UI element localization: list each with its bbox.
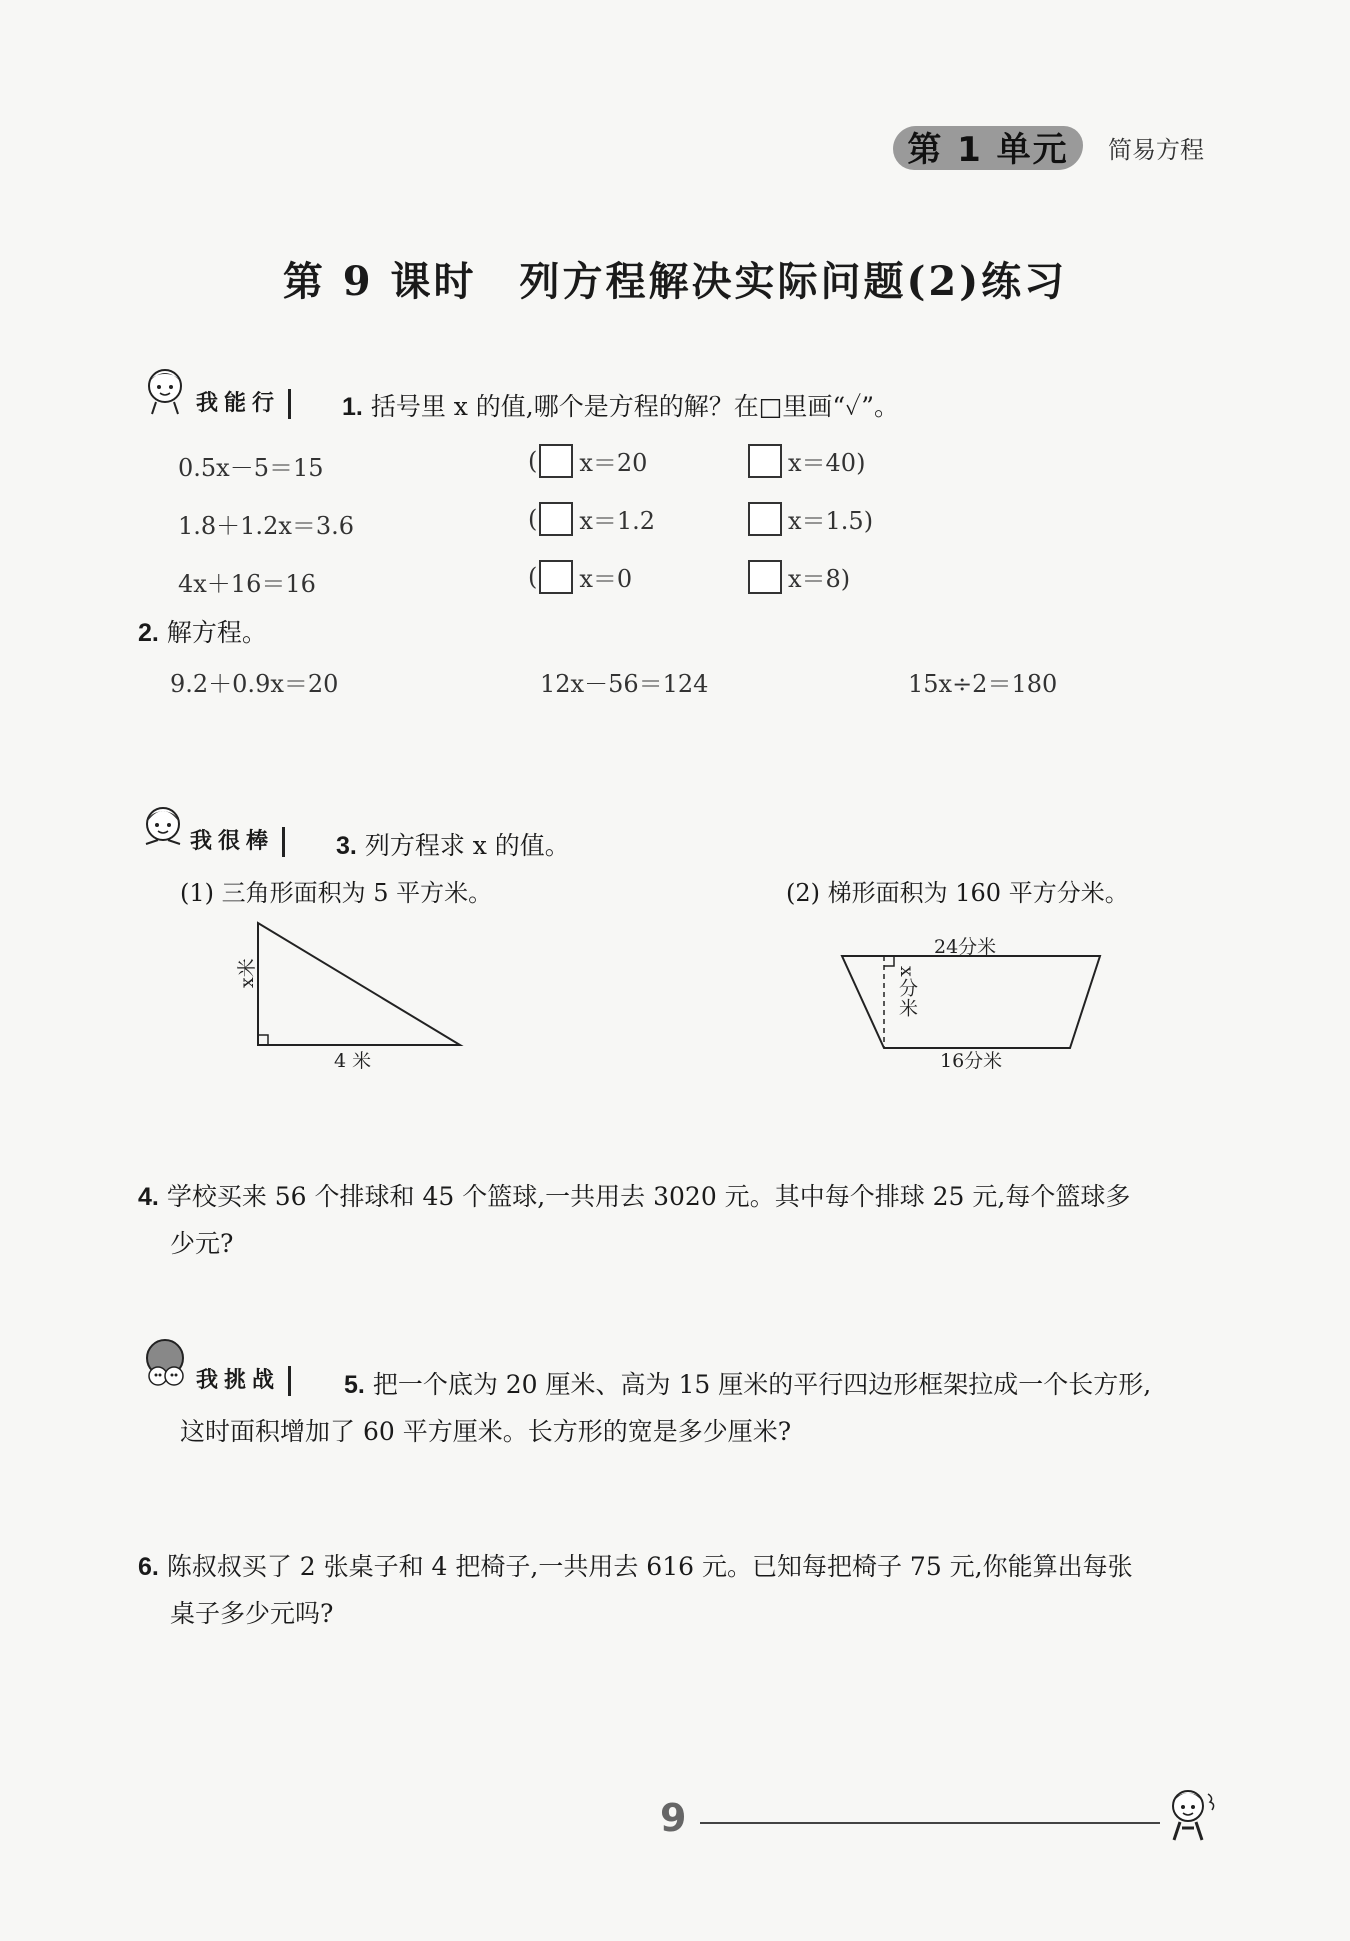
triangle-height-label: x米 xyxy=(236,958,258,988)
trapezoid-figure xyxy=(836,948,1106,1058)
section-badge-2: 我很棒 xyxy=(190,827,285,857)
q3-part-1: (1) 三角形面积为 5 平方米。 xyxy=(180,879,493,907)
answer-checkbox[interactable] xyxy=(748,444,782,478)
question-text: 括号里 x 的值,哪个是方程的解？在□里画“✓”。 xyxy=(370,392,900,421)
unit-subtitle: 简易方程 xyxy=(1108,136,1204,164)
question-number: 5. xyxy=(344,1371,365,1399)
question-2 xyxy=(138,616,267,650)
q1-option-group-1b xyxy=(746,443,865,478)
unit-badge-label: 第 1 单元 xyxy=(907,129,1069,170)
trapezoid-bottom-label: 16分米 xyxy=(940,1050,1003,1072)
section-badge-1: 我能行 xyxy=(196,389,291,419)
q1-option-group-3 xyxy=(528,559,632,594)
option-label: x＝8) xyxy=(788,565,851,593)
question-text: 把一个底为 20 厘米、高为 15 厘米的平行四边形框架拉成一个长方形, xyxy=(372,1370,1152,1399)
answer-checkbox[interactable] xyxy=(748,560,782,594)
option-label: x＝20 xyxy=(579,449,648,477)
question-number: 1. xyxy=(342,393,363,421)
open-paren: ( xyxy=(528,562,538,591)
footer-rule xyxy=(700,1822,1160,1824)
q1-equation-2: 1.8＋1.2x＝3.6 xyxy=(178,512,355,540)
question-6 xyxy=(138,1550,1228,1584)
question-number: 4. xyxy=(138,1183,159,1211)
question-3 xyxy=(336,829,570,863)
triangle-base-label: 4 米 xyxy=(334,1050,372,1072)
unit-badge xyxy=(893,122,1083,170)
q1-equation-1: 0.5x－5＝15 xyxy=(178,454,324,482)
question-5 xyxy=(344,1368,1224,1402)
trapezoid-height-label: x分米 xyxy=(896,966,918,1018)
cartoon-girl-icon xyxy=(136,800,190,854)
option-label: x＝0 xyxy=(579,565,633,593)
question-text: 陈叔叔买了 2 张桌子和 4 把椅子,一共用去 616 元。已知每把椅子 75 元,你能算出每张 xyxy=(166,1552,1133,1581)
question-text: 学校买来 56 个排球和 45 个篮球,一共用去 3020 元。其中每个排球 25 元,每个篮球多 xyxy=(166,1182,1131,1211)
question-text: 解方程。 xyxy=(166,618,267,647)
answer-checkbox[interactable] xyxy=(539,560,573,594)
q1-option-group-2b xyxy=(746,501,873,536)
open-paren: ( xyxy=(528,446,538,475)
question-6-line-2: 桌子多少元吗? xyxy=(170,1599,334,1628)
q2-equation-1: 9.2＋0.9x＝20 xyxy=(170,670,339,698)
cartoon-girl-icon xyxy=(138,362,192,416)
answer-checkbox[interactable] xyxy=(748,502,782,536)
page-number: 9 xyxy=(660,1796,687,1840)
option-label: x＝1.2 xyxy=(579,507,656,535)
q2-equation-2: 12x－56＝124 xyxy=(540,670,709,698)
section-badge-3: 我挑战 xyxy=(196,1366,291,1396)
question-4 xyxy=(138,1180,1228,1214)
question-number: 6. xyxy=(138,1553,159,1581)
q1-option-group-2 xyxy=(528,501,655,536)
q1-option-group-3b xyxy=(746,559,850,594)
question-5-line-2: 这时面积增加了 60 平方厘米。长方形的宽是多少厘米? xyxy=(180,1417,792,1446)
answer-checkbox[interactable] xyxy=(539,444,573,478)
trapezoid-top-label: 24分米 xyxy=(934,936,997,958)
q2-equation-3: 15x÷2＝180 xyxy=(908,670,1058,698)
question-text: 列方程求 x 的值。 xyxy=(364,831,570,860)
option-label: x＝40) xyxy=(788,449,866,477)
question-1 xyxy=(342,390,899,424)
cartoon-boy-icon xyxy=(1158,1784,1222,1850)
q1-equation-3: 4x＋16＝16 xyxy=(178,570,316,598)
answer-checkbox[interactable] xyxy=(539,502,573,536)
q1-option-group-1 xyxy=(528,443,647,478)
question-number: 2. xyxy=(138,619,159,647)
option-label: x＝1.5) xyxy=(788,507,874,535)
q3-part-2: (2) 梯形面积为 160 平方分米。 xyxy=(786,879,1129,907)
question-number: 3. xyxy=(336,832,357,860)
question-4-line-2: 少元? xyxy=(170,1229,234,1258)
page-title: 第 9 课时 列方程解决实际问题(2)练习 xyxy=(282,258,1068,305)
open-paren: ( xyxy=(528,504,538,533)
cartoon-kids-icon xyxy=(138,1336,192,1390)
